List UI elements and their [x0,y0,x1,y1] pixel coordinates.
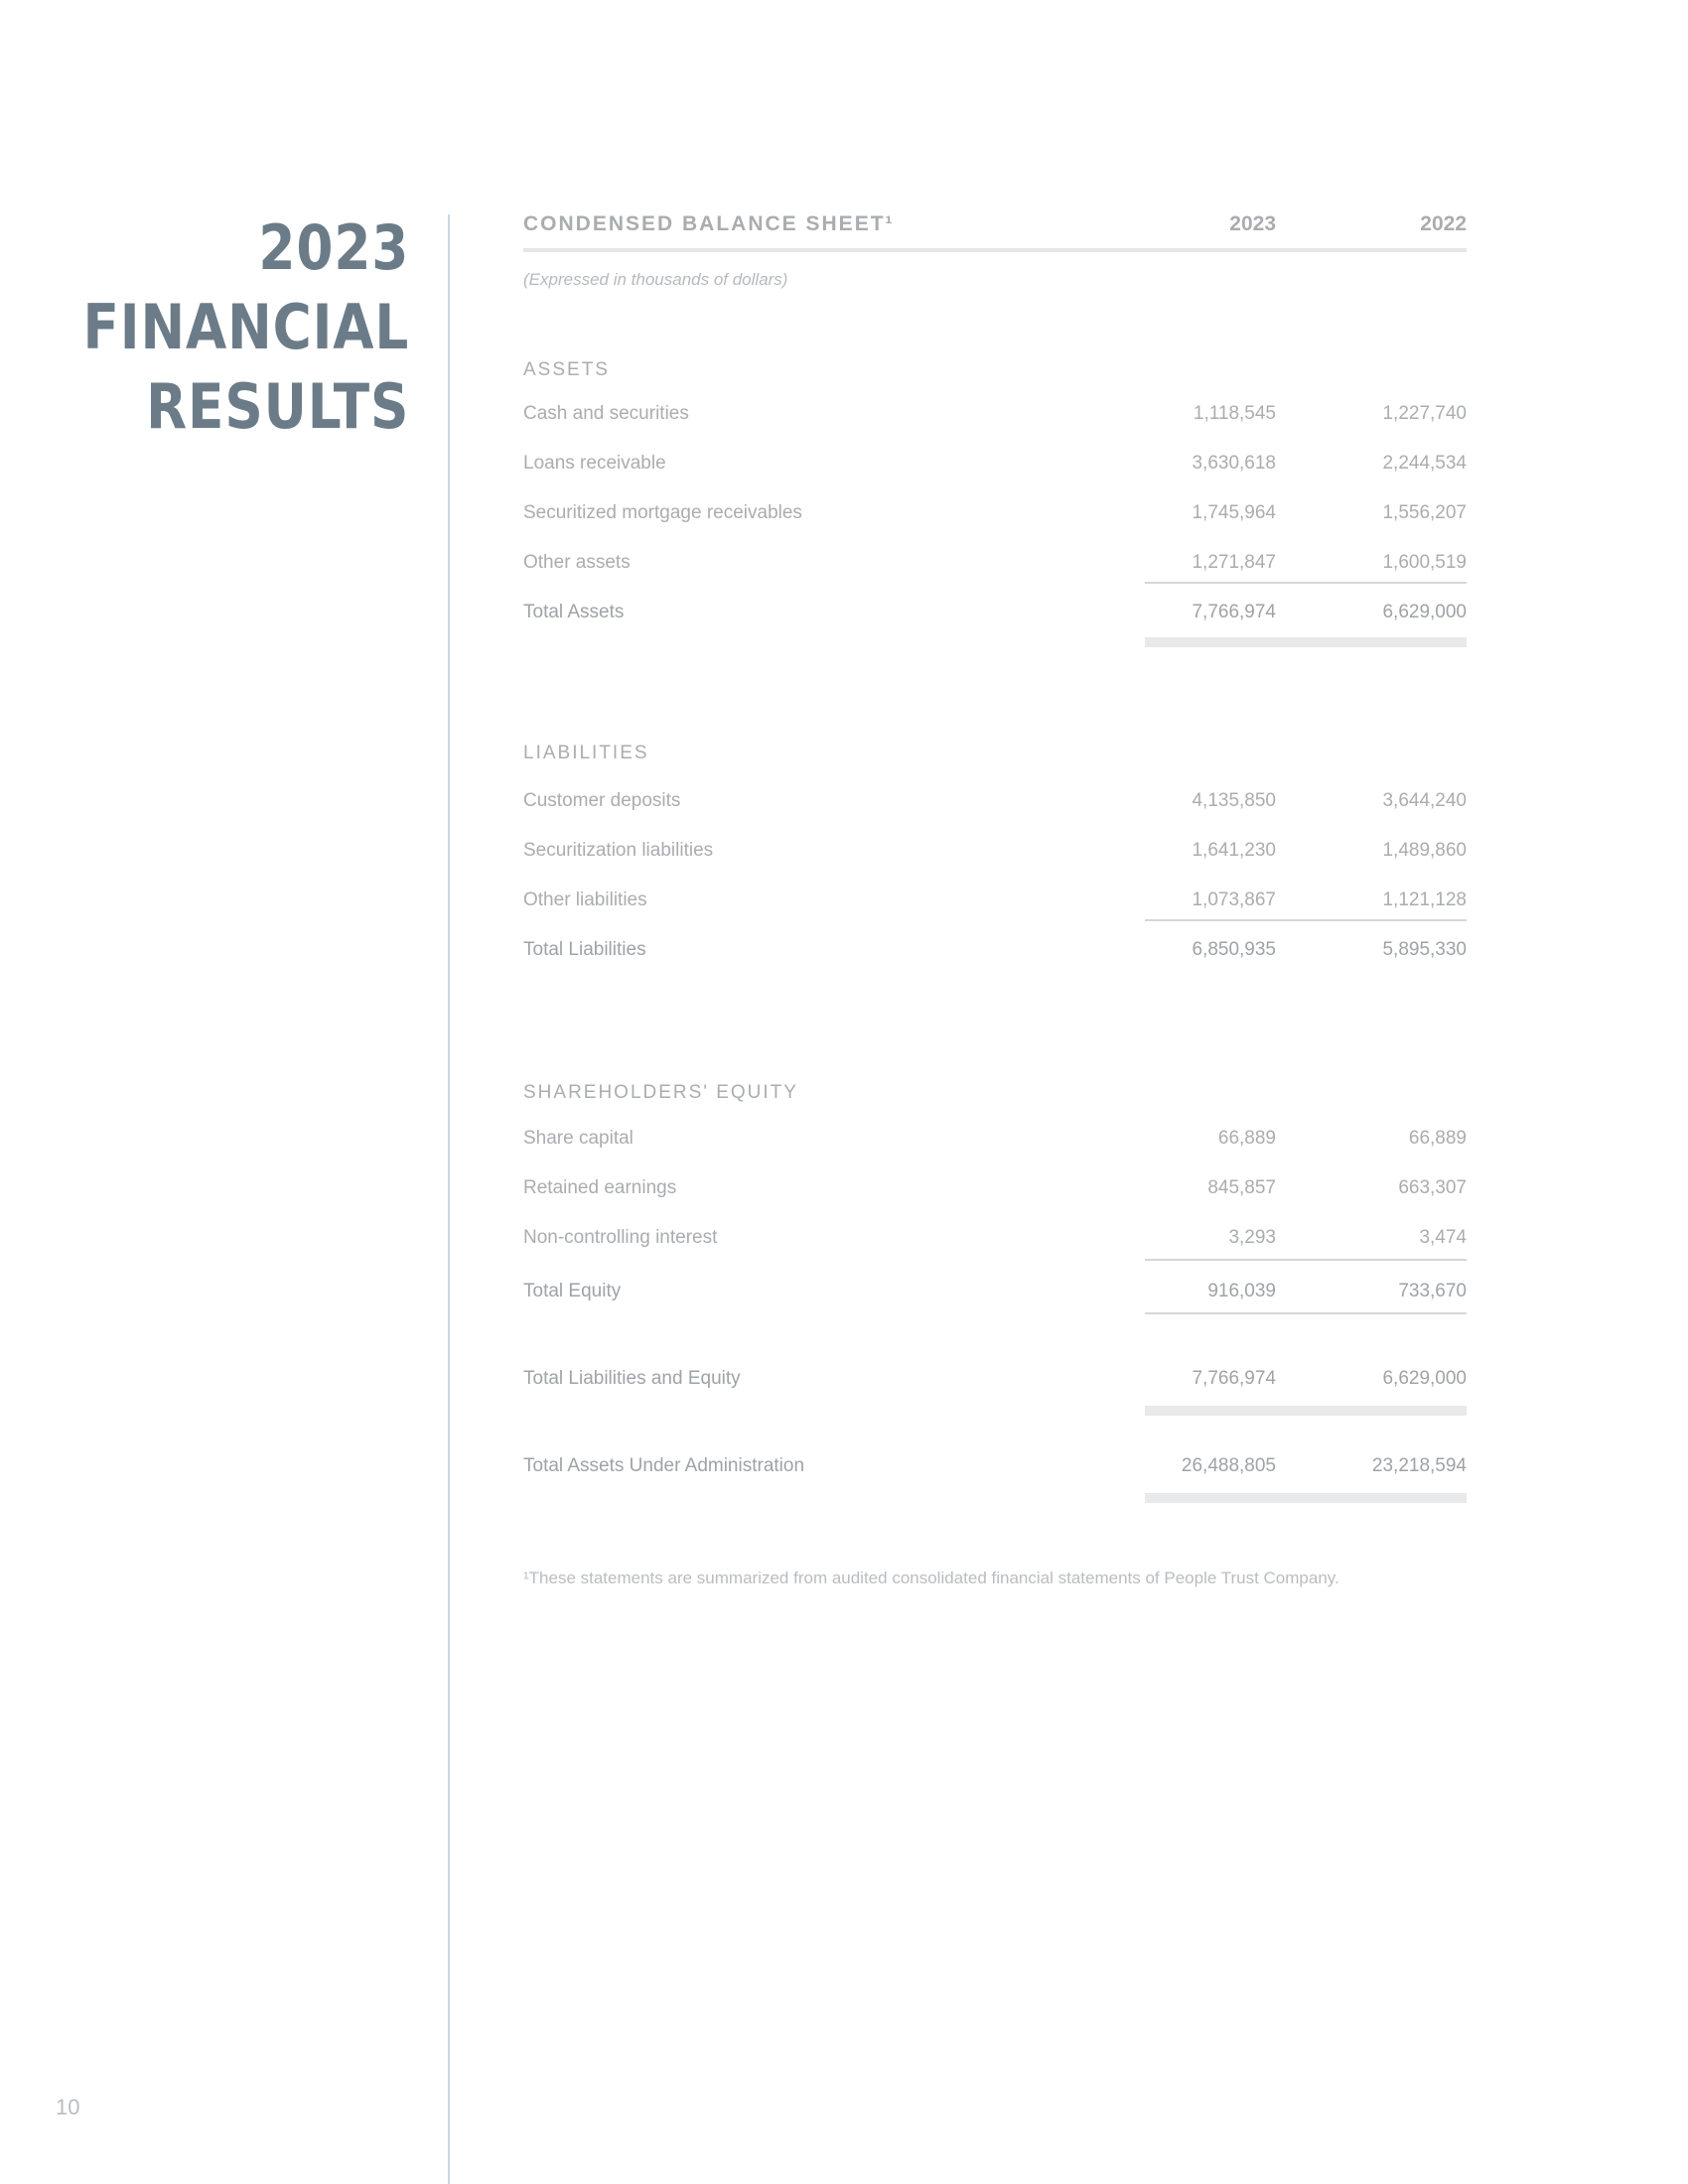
row-value-2022: 1,121,128 [1382,889,1467,910]
table-row [523,834,1467,868]
table-row-total [523,596,1467,629]
row-value-2022: 1,556,207 [1382,502,1467,523]
row-value-2022: 2,244,534 [1382,453,1467,474]
assets-heading: ASSETS [523,359,610,380]
row-value-2022: 1,489,860 [1382,840,1467,861]
table-row [523,496,1467,530]
liabilities-heading: LIABILITIES [523,743,649,763]
heading-results: RESULTS [145,370,409,443]
table-row [523,546,1467,580]
row-value-2022: 663,307 [1398,1177,1467,1198]
row-value-2023: 1,073,867 [1192,889,1276,910]
subtotal-rule [1145,1259,1467,1261]
page-number: 10 [56,2095,80,2119]
equity-heading: SHAREHOLDERS' EQUITY [523,1082,798,1103]
total-rule [1145,1493,1467,1503]
row-label: Other liabilities [523,889,647,910]
sheet-title: CONDENSED BALANCE SHEET¹ [523,212,895,235]
row-value-2022: 3,644,240 [1382,790,1467,811]
total-aua-label: Total Assets Under Administration [523,1455,805,1476]
heading-financial: FINANCIAL [82,291,409,363]
table-row-total [523,1275,1467,1308]
row-label: Retained earnings [523,1177,677,1198]
row-value-2023: 1,745,964 [1192,502,1276,523]
total-rule [1145,1312,1467,1314]
subtotal-rule [1145,919,1467,921]
total-aua-2023: 26,488,805 [1181,1455,1276,1476]
row-value-2023: 1,641,230 [1192,840,1276,861]
vertical-divider [448,214,450,2184]
row-value-2023: 1,118,545 [1193,403,1276,424]
year-2022-header: 2022 [1420,212,1467,235]
total-rule [1145,637,1467,647]
year-2023-header: 2023 [1229,212,1276,235]
page-heading [82,208,409,447]
table-row [523,447,1467,480]
total-le-2022: 6,629,000 [1382,1368,1467,1389]
table-row-total [523,1362,1467,1396]
row-value-2023: 66,889 [1217,1128,1276,1149]
total-le-2023: 7,766,974 [1192,1368,1276,1389]
table-row-total [523,933,1467,967]
row-label: Loans receivable [523,453,666,474]
row-label: Securitized mortgage receivables [523,502,802,523]
table-row-total [523,1449,1467,1483]
row-value-2023: 4,135,850 [1192,790,1276,811]
row-label: Cash and securities [523,403,689,424]
sheet-title-row [523,208,1467,252]
table-row [523,884,1467,917]
total-liabilities-2023: 6,850,935 [1192,939,1276,960]
row-label: Customer deposits [523,790,681,811]
row-value-2022: 1,600,519 [1382,552,1467,573]
total-assets-label: Total Assets [523,602,625,622]
table-row [523,784,1467,818]
total-assets-2022: 6,629,000 [1382,602,1467,622]
total-liabilities-2022: 5,895,330 [1382,939,1467,960]
row-value-2023: 1,271,847 [1192,552,1276,573]
total-aua-2022: 23,218,594 [1371,1455,1467,1476]
subtotal-rule [1145,582,1467,584]
row-value-2022: 66,889 [1408,1128,1467,1149]
table-row [523,1122,1467,1156]
total-equity-2022: 733,670 [1398,1281,1467,1301]
row-label: Share capital [523,1128,633,1149]
table-row [523,397,1467,431]
total-rule [1145,1406,1467,1416]
table-row [523,1171,1467,1205]
row-label: Non-controlling interest [523,1227,718,1248]
total-le-label: Total Liabilities and Equity [523,1368,741,1389]
row-label: Other assets [523,552,631,573]
row-value-2023: 3,293 [1228,1227,1276,1248]
sheet-subtitle: (Expressed in thousands of dollars) [523,270,788,289]
footnote: ¹These statements are summarized from audited consolidated financial statements of People Trust Company. [523,1569,1339,1587]
total-equity-2023: 916,039 [1207,1281,1276,1301]
row-value-2023: 3,630,618 [1192,453,1276,474]
heading-year: 2023 [258,211,409,284]
total-equity-label: Total Equity [523,1281,622,1301]
row-label: Securitization liabilities [523,840,714,861]
table-row [523,1221,1467,1255]
total-liabilities-label: Total Liabilities [523,939,646,960]
row-value-2023: 845,857 [1207,1177,1276,1198]
total-assets-2023: 7,766,974 [1192,602,1276,622]
row-value-2022: 1,227,740 [1382,403,1467,424]
row-value-2022: 3,474 [1419,1227,1467,1248]
